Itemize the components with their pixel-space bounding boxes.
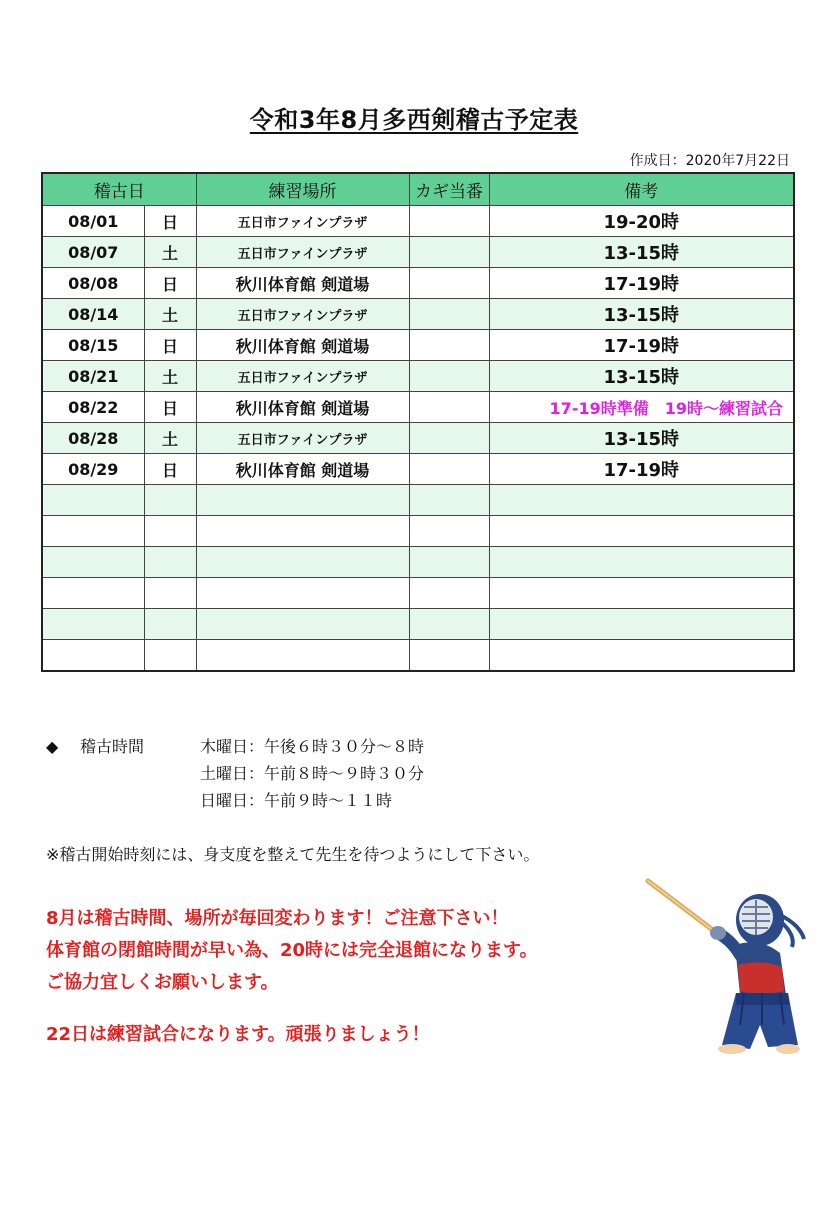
practice-time-sunday: 日曜日：午前９時～１１時 — [200, 791, 393, 810]
table-row — [42, 206, 794, 237]
row-note: 17-19時 — [489, 268, 794, 299]
row-note: 17-19時 — [489, 454, 794, 485]
table-row-empty — [42, 609, 794, 640]
row-weekday: 日 — [144, 206, 196, 237]
row-date: 08/21 — [42, 361, 144, 392]
row-note: 13-15時 — [489, 361, 794, 392]
red-notice-match: 22日は練習試合になります。頑張りましょう！ — [46, 1024, 430, 1045]
kendo-player-icon — [640, 875, 810, 1060]
row-weekday: 日 — [144, 454, 196, 485]
table-row-empty — [42, 640, 794, 672]
row-note: 13-15時 — [489, 237, 794, 268]
diamond-icon: ◆ — [46, 737, 59, 756]
table-row — [42, 361, 794, 392]
row-place: 五日市ファインプラザ — [196, 237, 409, 268]
row-place: 五日市ファインプラザ — [196, 299, 409, 330]
row-note: 17-19時準備 19時～練習試合 — [489, 392, 794, 423]
row-place: 秋川体育館 剣道場 — [196, 392, 409, 423]
row-key — [409, 454, 489, 485]
table-row — [42, 392, 794, 423]
row-place: 五日市ファインプラザ — [196, 361, 409, 392]
table-row-empty — [42, 547, 794, 578]
header-place: 練習場所 — [196, 173, 409, 206]
table-row-empty — [42, 578, 794, 609]
row-key — [409, 392, 489, 423]
row-date: 08/15 — [42, 330, 144, 361]
row-note: 13-15時 — [489, 423, 794, 454]
row-weekday: 土 — [144, 237, 196, 268]
row-weekday: 日 — [144, 392, 196, 423]
row-place: 秋川体育館 剣道場 — [196, 454, 409, 485]
row-note: 19-20時 — [489, 206, 794, 237]
table-row — [42, 299, 794, 330]
practice-time-saturday: 土曜日：午前８時～９時３０分 — [200, 764, 425, 783]
row-weekday: 日 — [144, 268, 196, 299]
row-key — [409, 423, 489, 454]
table-row — [42, 330, 794, 361]
practice-times — [46, 733, 424, 814]
practice-times-label: 稽古時間 — [80, 737, 145, 756]
red-notice-block — [46, 903, 538, 999]
page-title: 令和3年8月多西剣稽古予定表 — [249, 106, 579, 134]
table-row — [42, 237, 794, 268]
row-place: 五日市ファインプラザ — [196, 206, 409, 237]
practice-time-thursday: 木曜日：午後６時３０分～８時 — [200, 737, 425, 756]
row-key — [409, 268, 489, 299]
red-notice-line: 8月は稽古時間、場所が毎回変わります！ご注意下さい！ — [46, 908, 509, 929]
row-place: 秋川体育館 剣道場 — [196, 268, 409, 299]
row-key — [409, 237, 489, 268]
red-notice-line: 体育館の閉館時間が早い為、20時には完全退館になります。 — [46, 940, 538, 961]
row-place: 五日市ファインプラザ — [196, 423, 409, 454]
notice-text: ※稽古開始時刻には、身支度を整えて先生を待つようにして下さい。 — [46, 845, 540, 864]
header-note: 備考 — [489, 173, 794, 206]
row-date: 08/22 — [42, 392, 144, 423]
header-key: カギ当番 — [409, 173, 489, 206]
row-key — [409, 299, 489, 330]
row-place: 秋川体育館 剣道場 — [196, 330, 409, 361]
row-key — [409, 361, 489, 392]
row-key — [409, 206, 489, 237]
table-row — [42, 454, 794, 485]
row-date: 08/01 — [42, 206, 144, 237]
table-row-empty — [42, 485, 794, 516]
row-note: 17-19時 — [489, 330, 794, 361]
row-weekday: 土 — [144, 361, 196, 392]
table-header-row — [42, 173, 794, 206]
row-date: 08/29 — [42, 454, 144, 485]
header-date: 稽古日 — [42, 173, 196, 206]
table-row — [42, 268, 794, 299]
row-note: 13-15時 — [489, 299, 794, 330]
table-row — [42, 423, 794, 454]
row-weekday: 土 — [144, 423, 196, 454]
row-date: 08/08 — [42, 268, 144, 299]
created-date: 作成日：2020年7月22日 — [629, 153, 790, 169]
red-notice-line: ご協力宜しくお願いします。 — [46, 972, 279, 993]
row-key — [409, 330, 489, 361]
row-weekday: 土 — [144, 299, 196, 330]
row-date: 08/07 — [42, 237, 144, 268]
row-date: 08/28 — [42, 423, 144, 454]
table-row-empty — [42, 516, 794, 547]
row-weekday: 日 — [144, 330, 196, 361]
row-date: 08/14 — [42, 299, 144, 330]
schedule-table — [41, 172, 795, 672]
